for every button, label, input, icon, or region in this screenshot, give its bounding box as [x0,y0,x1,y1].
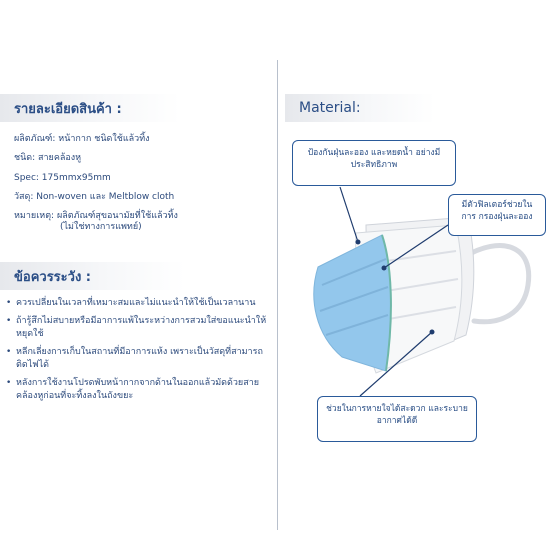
caution-item [6,377,270,404]
caution-item [6,346,270,373]
detail-note [14,211,264,234]
material-heading [285,94,435,122]
detail-type: ชนิด: สายคล้องหู [14,153,82,164]
detail-material: วัสดุ: Non-woven และ Meltblow cloth [14,191,175,202]
material-heading-text: Material: [299,100,361,116]
callout-filter: มีตัวฟิลเตอร์ช่วยในการ กรองฝุ่นละออง [448,194,546,236]
caution-heading-text: ข้อควรระวัง : [14,269,92,285]
details-heading-text: รายละเอียดสินค้า : [14,101,122,117]
bullet-icon: • [6,315,12,326]
detail-note-line1: หมายเหตุ: ผลิตภัณฑ์สุขอนามัยที่ใช้แล้วทิ้ง [14,211,178,221]
details-heading [0,94,180,122]
callout-breathability: ช่วยในการหายใจได้สะดวก และระบายอากาศได้ดี [317,396,477,442]
detail-product: ผลิตภัณฑ์: หน้ากาก ชนิดใช้แล้วทิ้ง [14,134,150,144]
details-list [14,134,264,234]
caution-heading [0,262,185,290]
bullet-icon: • [6,377,12,388]
bullet-icon: • [6,346,12,357]
detail-note-line2: (ไม่ใช่ทางการแพทย์) [60,222,142,233]
caution-item-text: ถ้ารู้สึกไม่สบายหรือมีอาการแพ้ในระหว่างการสวมใส่ขอแนะนำให้หยุดใช้ [16,315,267,339]
callout-dust-protection: ป้องกันฝุ่นละออง และหยดน้ำ อย่างมีประสิทธิภาพ [292,140,456,186]
caution-list [6,297,270,408]
caution-item-text: ควรเปลี่ยนในเวลาที่เหมาะสมและไม่แนะนำให้ใช้เป็นเวลานาน [16,298,256,308]
caution-item-text: หลังการใช้งานโปรดพับหน้ากากจากด้านในออกแล้วมัดด้วยสายคล้องหูก่อนที่จะทิ้งลงในถังขยะ [16,377,260,401]
caution-item-text: หลีกเลี่ยงการเก็บในสถานที่มีอาการแห้ง เพราะเป็นวัสดุที่สามารถติดไฟได้ [16,346,263,370]
vertical-divider [277,60,278,530]
caution-item [6,297,270,311]
bullet-icon: • [6,298,12,308]
caution-item [6,315,270,342]
detail-spec: Spec: 175mmx95mm [14,172,111,183]
